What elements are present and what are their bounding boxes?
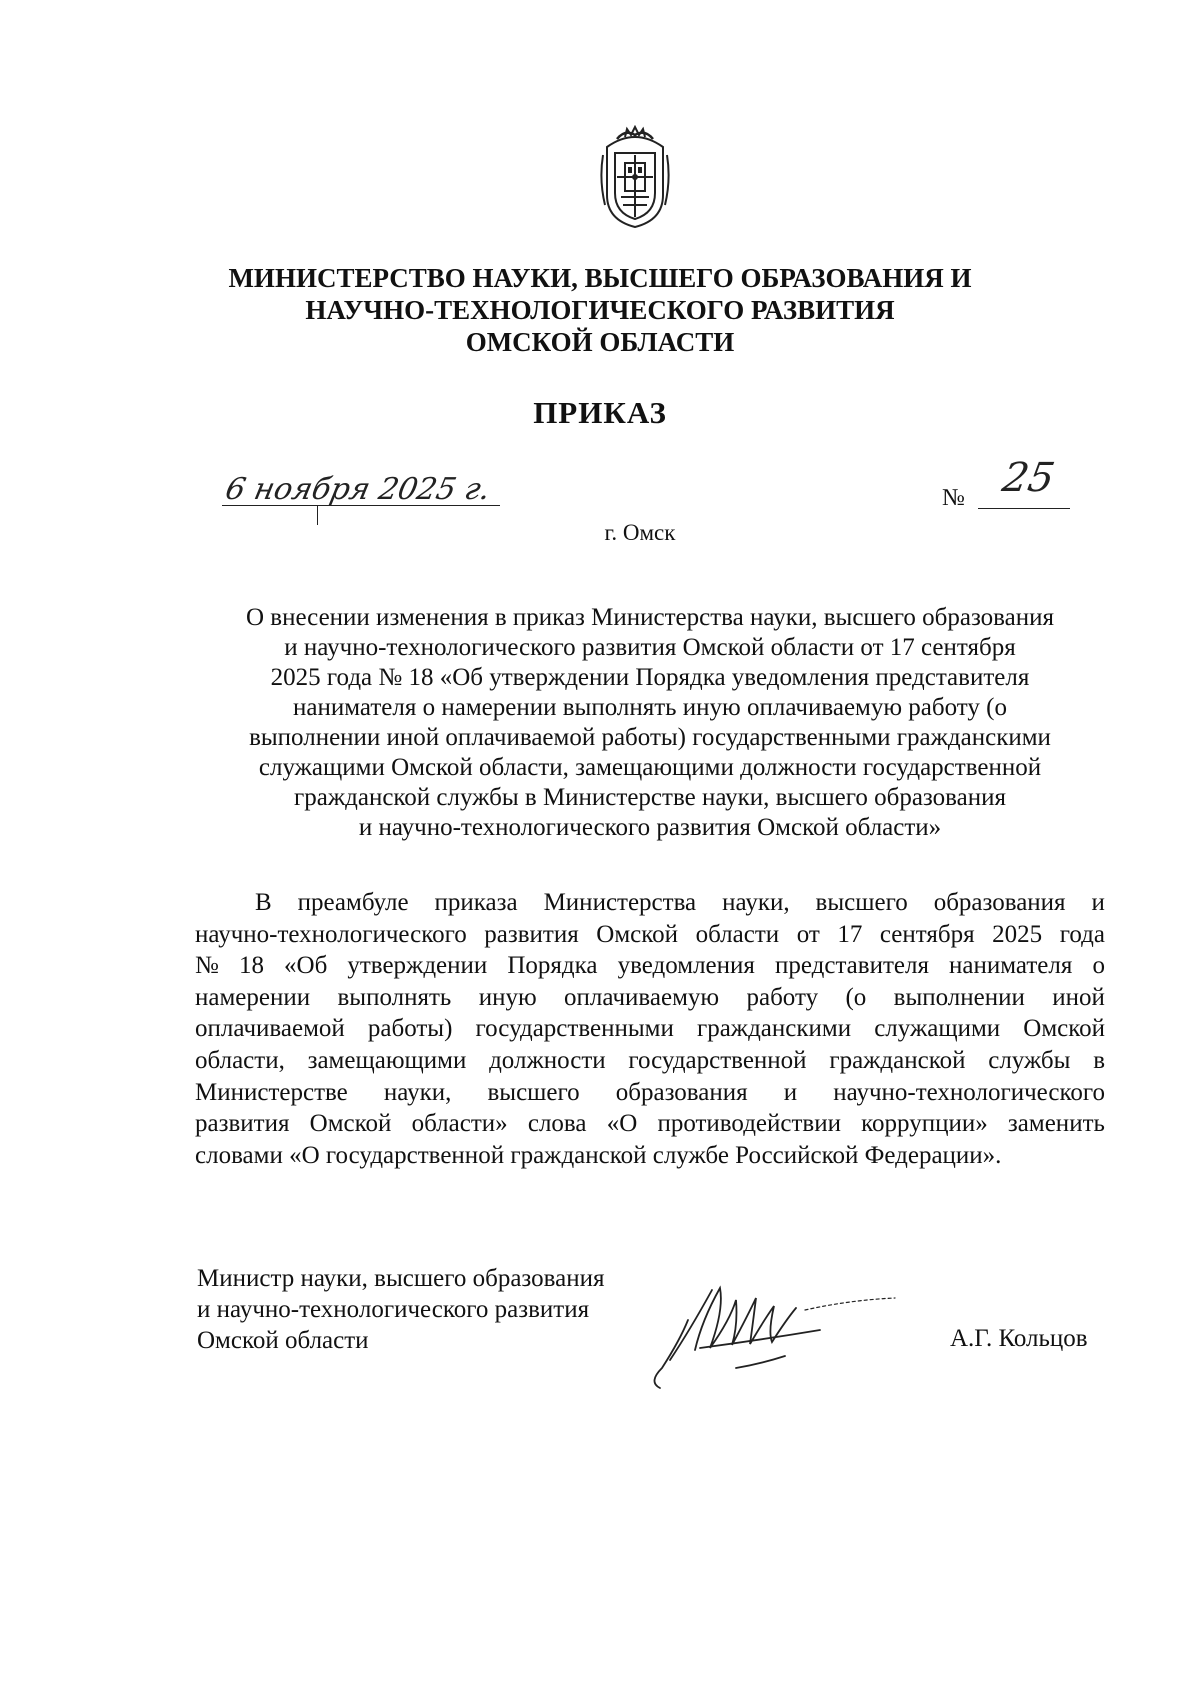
subject-line: нанимателя о намерении выполнять иную оплачиваемую работу (о <box>293 694 1007 721</box>
body-line <box>195 1140 1105 1172</box>
order-body-paragraph <box>195 887 1105 1171</box>
body-word: области <box>695 920 780 948</box>
ministry-name <box>150 262 1050 358</box>
body-word: утверждении <box>347 952 488 980</box>
body-word: науки, <box>722 889 790 916</box>
body-word: высшего <box>487 1078 580 1106</box>
body-word: науки, <box>383 1078 452 1106</box>
order-subject <box>190 603 1110 843</box>
body-word: иную <box>478 983 537 1011</box>
body-word: преамбуле <box>297 889 409 916</box>
signatory-position <box>197 1263 604 1356</box>
body-word: Омской <box>1023 1015 1105 1043</box>
subject-line: выполнении иной оплачиваемой работы) государственными гражданскими <box>249 724 1051 751</box>
handwritten-signature <box>640 1270 920 1400</box>
number-underline <box>978 508 1070 509</box>
body-word: работу <box>746 983 819 1011</box>
body-word: оплачиваемой <box>195 1015 345 1043</box>
body-word: области, <box>195 1046 285 1074</box>
order-number-label: № <box>942 485 965 511</box>
body-line <box>195 982 1105 1014</box>
body-word: Министерстве <box>195 1078 348 1106</box>
signer-name: А.Г. Кольцов <box>950 1325 1088 1352</box>
body-word: представителя <box>774 952 929 980</box>
subject-line: служащими Омской области, замещающими должности государственной <box>258 754 1042 781</box>
body-word: о <box>1092 952 1105 980</box>
handwritten-date: 6 ноября 2025 г. <box>222 472 494 507</box>
subject-line: О внесении изменения в приказ Министерства науки, высшего образования <box>245 604 1055 631</box>
subject-line: гражданской службы в Министерстве науки, высшего образования <box>294 784 1006 811</box>
body-word: (о <box>845 983 867 1011</box>
body-line <box>195 1013 1105 1045</box>
position-line: и научно-технологического развития <box>197 1296 590 1323</box>
ministry-line: ОМСКОЙ ОБЛАСТИ <box>465 327 735 357</box>
body-word: развития <box>484 920 579 948</box>
body-word: сентября <box>879 920 975 948</box>
body-word: года <box>1059 920 1105 948</box>
subject-line: и научно-технологического развития Омской области» <box>358 814 942 841</box>
body-word: и <box>783 1078 798 1106</box>
body-word: В <box>255 889 272 916</box>
body-word: выполнять <box>337 983 452 1011</box>
body-word: коррупции» <box>861 1110 988 1138</box>
body-word: должности <box>489 1046 606 1074</box>
body-line <box>195 1045 1105 1077</box>
body-line <box>195 950 1105 982</box>
document-type-title: ПРИКАЗ <box>533 395 667 430</box>
body-word: служащими <box>874 1015 1001 1043</box>
body-word: от <box>796 920 820 948</box>
body-line <box>195 919 1105 951</box>
body-word: «Об <box>284 952 328 980</box>
handwritten-order-number: 25 <box>998 455 1058 501</box>
body-word: иной <box>1052 983 1105 1011</box>
body-line <box>195 887 1105 919</box>
body-word: нанимателя <box>949 952 1073 980</box>
body-word: оплачиваемую <box>564 983 720 1011</box>
body-word: «О <box>606 1110 638 1138</box>
body-line <box>195 1108 1105 1140</box>
body-word: уведомления <box>617 952 755 980</box>
body-word: заменить <box>1007 1110 1105 1138</box>
body-word: приказа <box>434 889 518 916</box>
body-word: образования <box>615 1078 748 1106</box>
body-line <box>195 1077 1105 1109</box>
position-line: Омской области <box>197 1327 369 1354</box>
body-word: Порядка <box>507 952 598 980</box>
body-word: научно-технологического <box>833 1078 1105 1106</box>
body-word: замещающими <box>307 1046 467 1074</box>
body-word: 2025 <box>992 920 1043 948</box>
body-word: словами «О государственной гражданской службе Российской Федерации». <box>195 1141 1002 1169</box>
ministry-line: НАУЧНО-ТЕХНОЛОГИЧЕСКОГО РАЗВИТИЯ <box>305 295 895 325</box>
body-word: высшего <box>815 889 908 916</box>
body-word: Омской <box>309 1110 392 1138</box>
body-word: государственными <box>475 1015 674 1043</box>
body-word: развития <box>195 1110 290 1138</box>
subject-line: 2025 года № 18 «Об утверждении Порядка уведомления представителя <box>270 664 1030 691</box>
body-word: слова <box>527 1110 587 1138</box>
body-word: службы <box>988 1046 1071 1074</box>
subject-line: и научно-технологического развития Омской области от 17 сентября <box>284 634 1016 661</box>
ministry-line: МИНИСТЕРСТВО НАУКИ, ВЫСШЕГО ОБРАЗОВАНИЯ И <box>228 263 972 293</box>
body-word: области» <box>411 1110 508 1138</box>
body-word: № <box>195 952 219 980</box>
body-word: научно-технологического <box>195 920 467 948</box>
body-word: гражданскими <box>696 1015 852 1043</box>
issue-city: г. Омск <box>604 520 676 545</box>
body-word: и <box>1091 889 1105 916</box>
body-word: в <box>1093 1046 1105 1074</box>
body-word: Министерства <box>543 889 697 916</box>
body-word: противодействии <box>657 1110 841 1138</box>
position-line: Министр науки, высшего образования <box>197 1265 605 1292</box>
body-word: 17 <box>837 920 863 948</box>
body-word: государственной <box>628 1046 807 1074</box>
body-word: Омской <box>596 920 679 948</box>
body-word: работы) <box>367 1015 453 1043</box>
body-word: 18 <box>238 952 264 980</box>
body-word: образования <box>933 889 1066 916</box>
body-word: выполнении <box>893 983 1025 1011</box>
date-underline <box>222 505 500 506</box>
body-word: намерении <box>195 983 311 1011</box>
coat-of-arms-icon <box>595 125 675 230</box>
body-word: гражданской <box>829 1046 966 1074</box>
